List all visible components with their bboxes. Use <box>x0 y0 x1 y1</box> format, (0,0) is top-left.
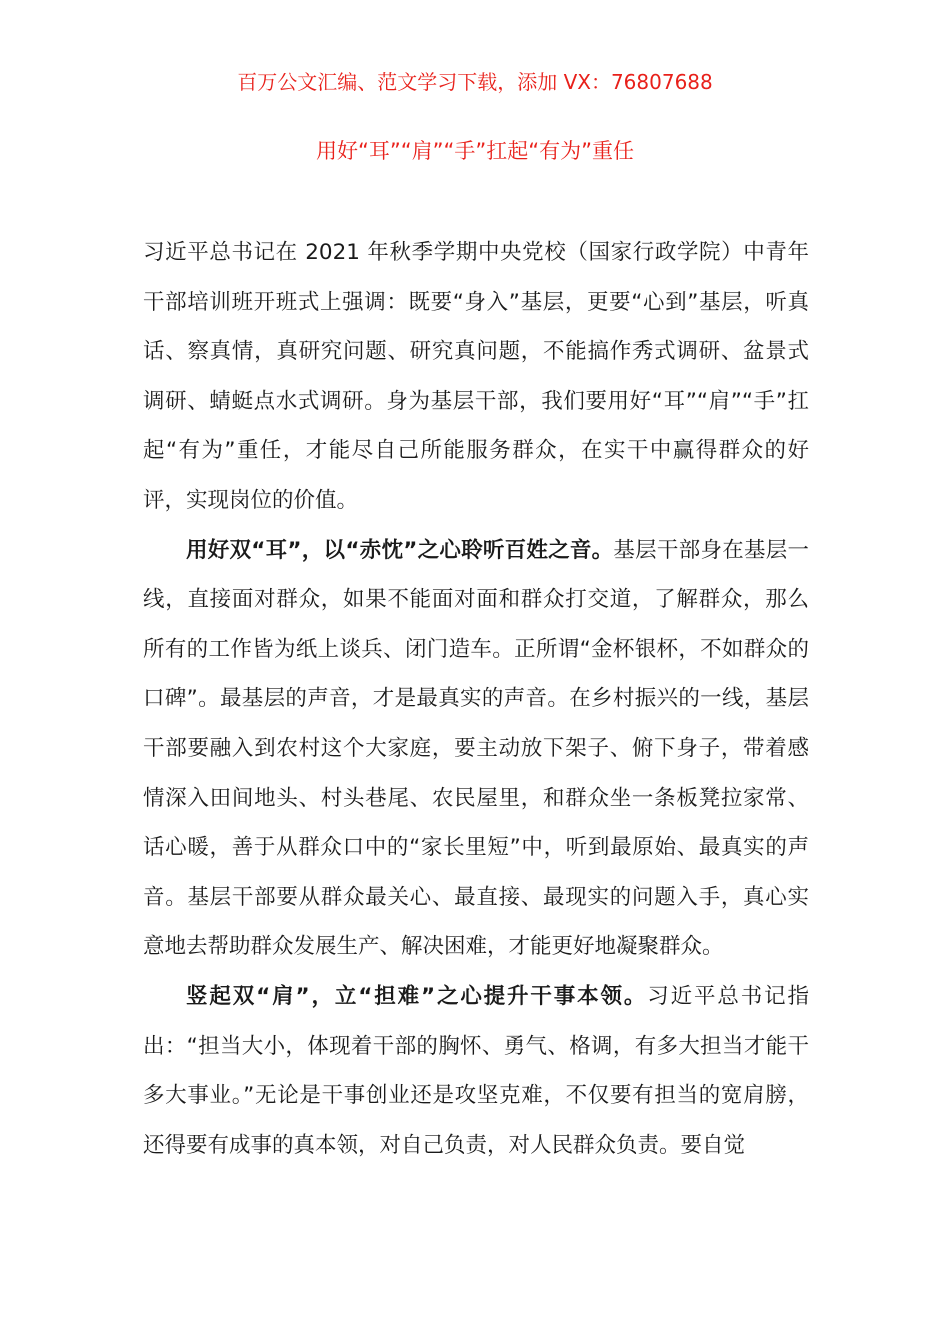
paragraph-text: 习近平总书记在 2021 年秋季学期中央党校（国家行政学院）中青年干部培训班开班式上强调：既要“身入”基层，更要“心到”基层，听真话、察真情，真研究问题、研究真问题，不能搞作秀式调研、盆景式调研、蜻蜓点水式调研。身为基层干部，我们要用好“耳”“肩”“手”扛起“有为”重任，才能尽自己所能服务群众，在实干中赢得群众的好评，实现岗位的价值。 <box>143 240 809 513</box>
shoulder-section-paragraph <box>143 972 809 1170</box>
paragraph-text: 基层干部身在基层一线，直接面对群众，如果不能面对面和群众打交道，了解群众，那么所有的工作皆为纸上谈兵、闭门造车。正所谓“金杯银杯，不如群众的口碑”。最基层的声音，才是最真实的声音。在乡村振兴的一线，基层干部要融入到农村这个大家庭，要主动放下架子、俯下身子，带着感情深入田间地头、村头巷尾、农民屋里，和群众坐一条板凳拉家常、话心暖，善于从群众口中的“家长里短”中，听到最原始、最真实的声音。基层干部要从群众最关心、最直接、最现实的问题入手，真心实意地去帮助群众发展生产、解决困难，才能更好地凝聚群众。 <box>143 537 809 960</box>
paragraph-text: 习近平总书记指出：“担当大小，体现着干部的胸怀、勇气、格调，有多大担当才能干多大事业。”无论是干事创业还是攻坚克难，不仅要有担当的宽肩膀，还得要有成事的真本领，对自己负责，对人民群众负责。要自觉 <box>143 983 809 1158</box>
paragraph-lead: 用好双“耳”，以“赤忱”之心聆听百姓之音。 <box>186 537 614 563</box>
document-body <box>143 228 809 1170</box>
download-notice: 百万公文汇编、范文学习下载，添加 VX：76807688 <box>237 70 713 94</box>
document-title: 用好“耳”“肩”“手”扛起“有为”重任 <box>315 139 635 163</box>
ear-section-paragraph <box>143 526 809 972</box>
paragraph-lead: 竖起双“肩”，立“担难”之心提升干事本领。 <box>186 983 648 1009</box>
intro-paragraph <box>143 228 809 526</box>
